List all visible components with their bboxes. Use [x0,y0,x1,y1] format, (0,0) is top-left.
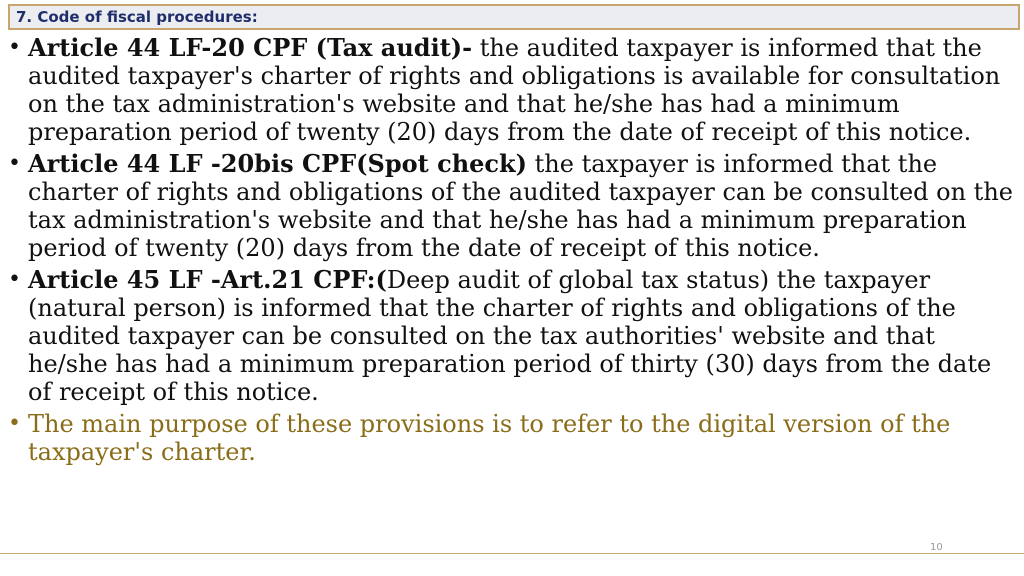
bullet-list [0,34,1024,470]
bullet-main-purpose [0,410,1024,466]
section-header [8,4,1020,30]
section-title: 7. Code of fiscal procedures: [16,8,258,26]
article-heading: Article 44 LF -20bis CPF(Spot check) [28,149,528,178]
article-text: Deep audit of global tax status) the taxpayer (natural person) is informed that the charter of rights and obligations of the audited taxpayer can be consulted on the tax authorities' website and that he/she has had a minimum preparation period of thirty (30) days from the date of receipt of this notice. [28,266,992,406]
article-heading: Article 44 LF-20 CPF (Tax audit)- [28,33,473,62]
bullet-article-45-deep-audit [0,266,1024,406]
footer-divider [0,553,1024,554]
bullet-dot-icon: • [8,411,21,436]
article-heading: Article 45 LF -Art.21 CPF:( [28,265,387,294]
bullet-dot-icon: • [8,151,21,176]
bullet-dot-icon: • [8,35,21,60]
main-purpose-text: The main purpose of these provisions is to refer to the digital version of the taxpayer's charter. [28,410,951,466]
bullet-article-44-spot-check [0,150,1024,262]
bullet-article-44-tax-audit [0,34,1024,146]
article-text: the taxpayer is informed that the charter of rights and obligations of the audited taxpayer can be consulted on the tax administration's website and that he/she has had a minimum preparation period of twenty (20) days from the date of receipt of this notice. [28,150,1013,262]
article-text: the audited taxpayer is informed that the audited taxpayer's charter of rights and obligations is available for consultation on the tax administration's website and that he/she has had a minimum preparation period of twenty (20) days from the date of receipt of this notice. [28,34,1001,146]
page-number: 10 [930,542,943,553]
bullet-dot-icon: • [8,267,21,292]
